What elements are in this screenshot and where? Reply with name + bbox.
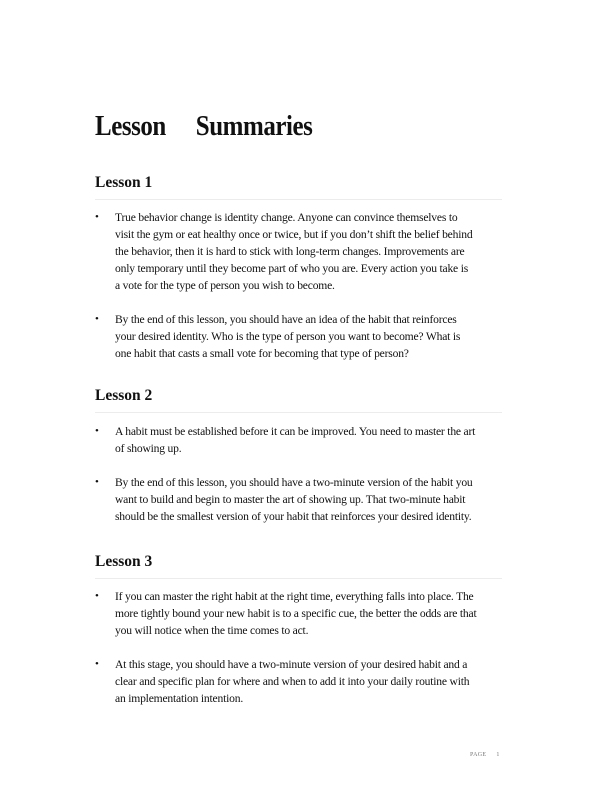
bullet-list (95, 209, 502, 362)
text-line: True behavior change is identity change. Anyone can convince themselves to (115, 211, 458, 224)
lesson-section (95, 553, 502, 707)
text-line: If you can master the right habit at the right time, everything falls into place. The (115, 590, 474, 603)
bullet-icon: • (95, 476, 99, 488)
text-line: By the end of this lesson, you should have a two-minute version of the habit you (115, 476, 473, 489)
text-line: more tightly bound your new habit is to a specific cue, the better the odds are that (115, 607, 477, 620)
bullet-list (95, 588, 502, 707)
text-line: you will notice when the time comes to act. (115, 624, 309, 637)
text-line: At this stage, you should have a two-minute version of your desired habit and a (115, 658, 468, 671)
text-line: visit the gym or eat healthy once or twice, but if you don’t shift the belief behind (115, 228, 473, 241)
list-item (95, 423, 502, 457)
text-line: should be the smallest version of your habit that reinforces your desired identity. (115, 510, 472, 523)
text-line: one habit that casts a small vote for becoming that type of person? (115, 347, 409, 360)
page-footer (470, 752, 500, 758)
text-line: only temporary until they become part of who you are. Every action you take is (115, 262, 469, 275)
text-line: your desired identity. Who is the type of person you want to become? What is (115, 330, 461, 343)
bullet-icon: • (95, 658, 99, 670)
page-label: PAGE (470, 752, 487, 758)
text-line: an implementation intention. (115, 692, 244, 705)
lesson-section (95, 387, 502, 525)
text-line: A habit must be established before it can be improved. You need to master the art (115, 425, 476, 438)
list-item (95, 311, 502, 362)
text-line: the behavior, then it is hard to stick with long-term changes. Improvements are (115, 245, 465, 258)
text-line: of showing up. (115, 442, 182, 455)
list-item (95, 474, 502, 525)
text-line: clear and specific plan for where and when to add it into your daily routine with (115, 675, 470, 688)
bullet-icon: • (95, 590, 99, 602)
bullet-icon: • (95, 425, 99, 437)
text-line: a vote for the type of person you wish to become. (115, 279, 335, 292)
bullet-icon: • (95, 313, 99, 325)
list-item (95, 588, 502, 639)
lesson-heading: Lesson 1 (95, 174, 502, 200)
bullet-icon: • (95, 211, 99, 223)
list-item (95, 656, 502, 707)
lesson-section (95, 174, 502, 362)
page-title: Lesson Summaries (95, 110, 313, 142)
text-line: By the end of this lesson, you should have an idea of the habit that reinforces (115, 313, 457, 326)
list-item (95, 209, 502, 294)
page-number: 1 (496, 752, 500, 758)
bullet-list (95, 423, 502, 525)
text-line: want to build and begin to master the art of showing up. That two-minute habit (115, 493, 466, 506)
lesson-heading: Lesson 3 (95, 553, 502, 579)
lesson-heading: Lesson 2 (95, 387, 502, 413)
